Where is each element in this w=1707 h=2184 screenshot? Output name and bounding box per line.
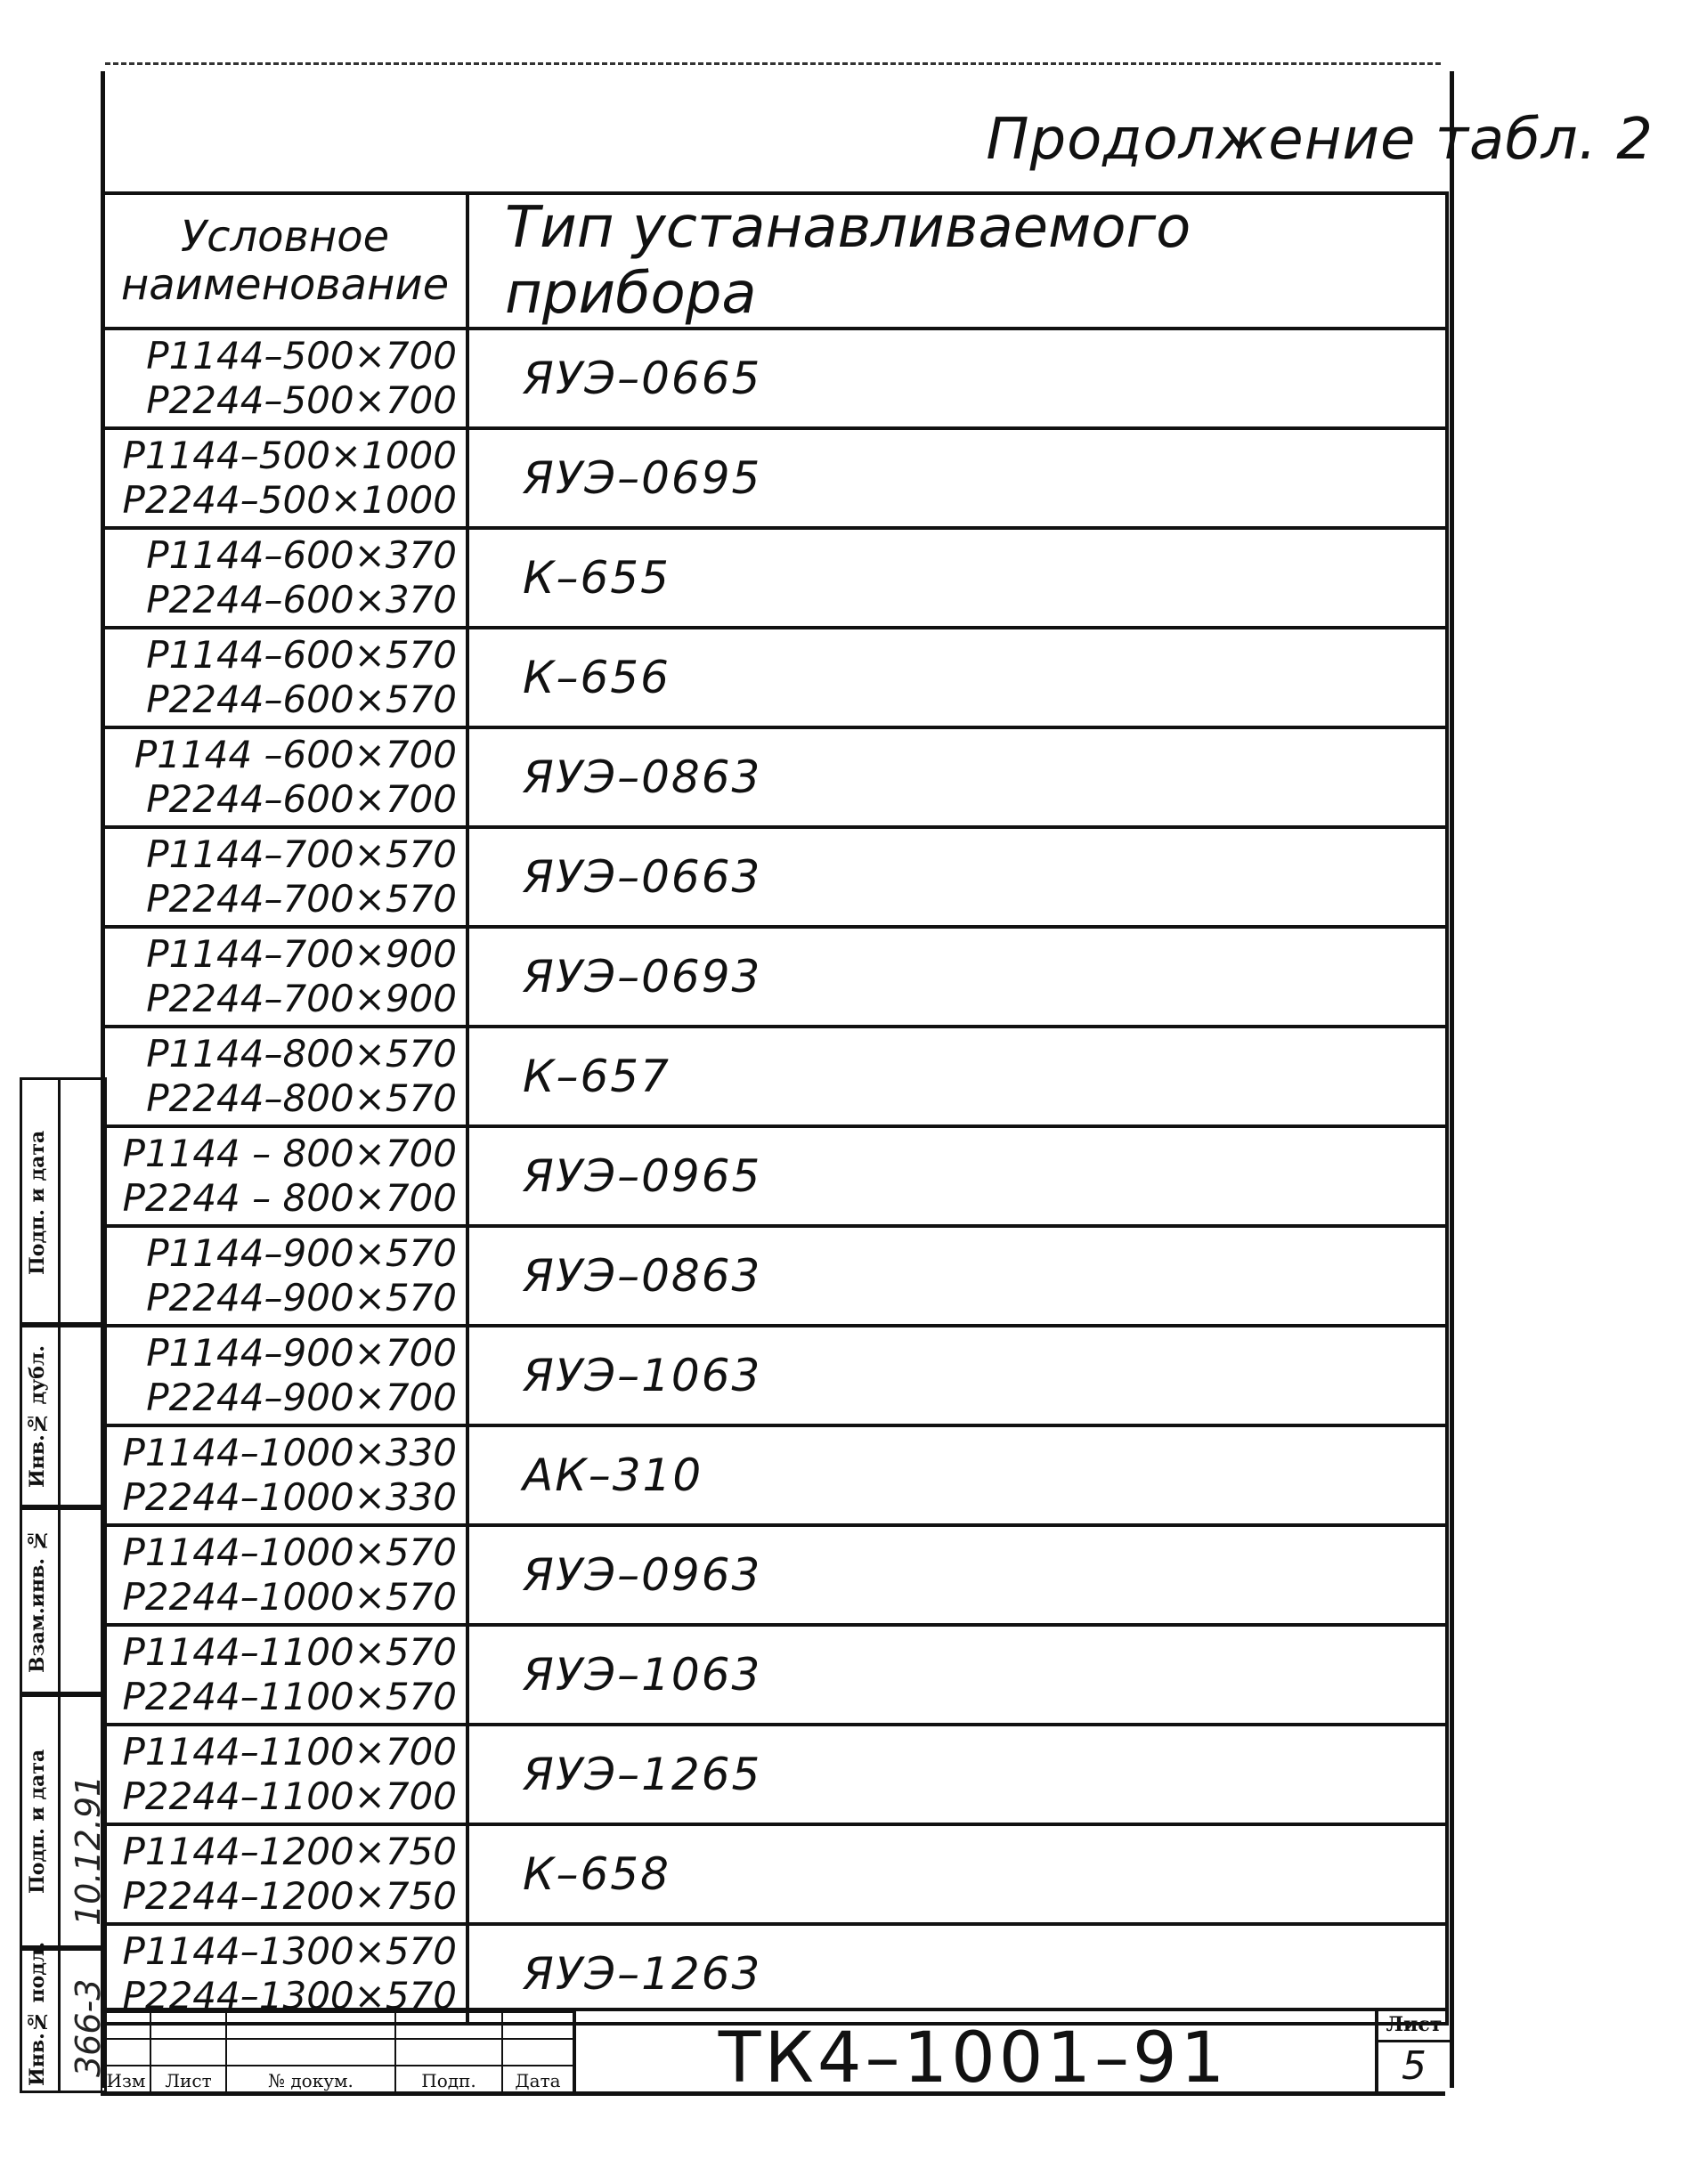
handwritten-inv-number: 366-3 [69,1978,108,2077]
device-type-cell: ЯУЭ–0663 [467,827,1447,927]
conditional-name-cell [102,1824,467,1924]
conditional-name-line: Р1144 – 800×700 [122,1132,457,1175]
table-header-row [102,193,1447,329]
col-list-label: Лист [150,2066,226,2092]
handwritten-date: 10.12.91 [69,1774,108,1926]
device-type-cell: К–658 [467,1824,1447,1924]
header-device-type: Тип устанавливаемого прибора [467,193,1447,329]
conditional-name-line: Р2244–800×570 [146,1076,457,1120]
conditional-name-line: Р2244 – 800×700 [122,1176,457,1220]
conditional-name-line: Р2244–1000×330 [122,1475,457,1519]
conditional-name-line: Р2244–700×900 [146,977,457,1020]
conditional-name-cell [102,827,467,927]
col-data-label: Дата [502,2066,573,2092]
margin-label-inv-dubl: Инв.№ дубл. [26,1344,49,1488]
table-row [102,528,1447,628]
table-row [102,1226,1447,1326]
margin-podp-data-top [20,1077,107,1327]
conditional-name-line: Р2244–600×570 [146,678,457,721]
conditional-name-cell [102,1027,467,1126]
device-type-cell: К–655 [467,528,1447,628]
conditional-name-line: Р1144–1100×700 [122,1730,457,1774]
conditional-name-line: Р1144–600×370 [146,533,457,577]
table-row [102,1525,1447,1625]
table-row [102,827,1447,927]
table-row [102,1326,1447,1425]
table-row [102,1027,1447,1126]
conditional-name-line: Р2244–1200×750 [122,1874,457,1918]
sheet-top-edge [105,62,1441,65]
table-row [102,727,1447,827]
conditional-name-line: Р2244–1000×570 [122,1575,457,1619]
conditional-name-line: Р1144–1300×570 [122,1929,457,1973]
conditional-name-line: Р1144–1200×750 [122,1830,457,1873]
table-row [102,1725,1447,1824]
sheet-label: Лист [1386,2013,1443,2036]
conditional-name-line: Р1144–500×1000 [122,434,457,477]
margin-label-podp-data-1: Подп. и дата [26,1130,49,1275]
sheet-number: 5 [1402,2043,1427,2089]
table-row [102,428,1447,528]
table-row [102,927,1447,1027]
device-type-cell: К–656 [467,628,1447,727]
conditional-name-line: Р1144–900×570 [146,1231,457,1275]
device-type-cell: ЯУЭ–0665 [467,329,1447,428]
conditional-name-line: Р1144–600×570 [146,633,457,677]
device-type-cell: ЯУЭ–0695 [467,428,1447,528]
conditional-name-cell [102,1525,467,1625]
device-type-cell: К–657 [467,1027,1447,1126]
device-type-cell: ЯУЭ–1263 [467,1924,1447,2024]
conditional-name-line: Р2244–1100×570 [122,1675,457,1718]
conditional-name-line: Р2244–1300×570 [122,1974,457,2018]
conditional-name-line: Р1144–900×700 [146,1331,457,1375]
conditional-name-cell [102,1126,467,1226]
conditional-name-line: Р1144–1000×570 [122,1530,457,1574]
device-type-cell: ЯУЭ–0863 [467,727,1447,827]
header-conditional-name: Условное наименование [102,193,467,329]
conditional-name-line: Р2244–900×570 [146,1276,457,1319]
table-row [102,628,1447,727]
device-type-cell: ЯУЭ–0693 [467,927,1447,1027]
table-body [102,329,1447,2024]
col-doc-label: № докум. [226,2066,395,2092]
conditional-name-line: Р2244–700×570 [146,877,457,921]
title-block [101,2008,1445,2099]
conditional-name-cell [102,1226,467,1326]
conditional-name-cell [102,329,467,428]
margin-vzam-inv [20,1505,107,1697]
revision-grid [101,2011,574,2093]
conditional-name-cell [102,1625,467,1725]
conditional-name-cell [102,428,467,528]
device-type-table [101,191,1449,2026]
conditional-name-line: Р1144–500×700 [146,334,457,378]
conditional-name-line: Р2244–500×1000 [122,478,457,522]
device-type-cell: АК–310 [467,1425,1447,1525]
device-type-cell: ЯУЭ–0863 [467,1226,1447,1326]
conditional-name-line: Р1144–700×900 [146,932,457,976]
conditional-name-line: Р2244–900×700 [146,1376,457,1419]
conditional-name-line: Р2244–600×370 [146,578,457,621]
table-row [102,329,1447,428]
conditional-name-line: Р1144–800×570 [146,1032,457,1076]
conditional-name-line: Р1144 –600×700 [134,733,457,776]
table-row [102,1625,1447,1725]
conditional-name-line: Р2244–600×700 [146,777,457,821]
margin-inv-dubl [20,1322,107,1510]
table-row [102,1425,1447,1525]
device-type-cell: ЯУЭ–1265 [467,1725,1447,1824]
margin-inv-podl [20,1941,108,2093]
conditional-name-cell [102,927,467,1027]
table-continuation-caption: Продолжение табл. 2 [986,107,1654,173]
margin-label-podp-data-2: Подп. и дата [26,1749,49,1894]
conditional-name-cell [102,1725,467,1824]
conditional-name-cell [102,628,467,727]
col-podp-label: Подп. [395,2066,502,2092]
conditional-name-line: Р1144–1000×330 [122,1431,457,1474]
margin-label-inv-podl: Инв.№ подл. [26,1941,49,2086]
conditional-name-line: Р2244–1100×700 [122,1774,457,1818]
col-izm-label: Изм [102,2066,150,2092]
device-type-cell: ЯУЭ–1063 [467,1625,1447,1725]
margin-podp-data-bottom [20,1692,107,1951]
table-row [102,1126,1447,1226]
conditional-name-cell [102,727,467,827]
sheet-number-box [1375,2008,1450,2091]
conditional-name-cell [102,1425,467,1525]
margin-label-vzam-inv: Взам.инв. № [26,1528,49,1674]
conditional-name-line: Р1144–700×570 [146,832,457,876]
device-type-cell: ЯУЭ–0965 [467,1126,1447,1226]
conditional-name-line: Р1144–1100×570 [122,1630,457,1674]
table-row [102,1824,1447,1924]
device-type-cell: ЯУЭ–0963 [467,1525,1447,1625]
document-code: ТК4–1001–91 [718,2018,1229,2099]
conditional-name-line: Р2244–500×700 [146,378,457,422]
device-type-cell: ЯУЭ–1063 [467,1326,1447,1425]
conditional-name-cell [102,528,467,628]
conditional-name-cell [102,1326,467,1425]
